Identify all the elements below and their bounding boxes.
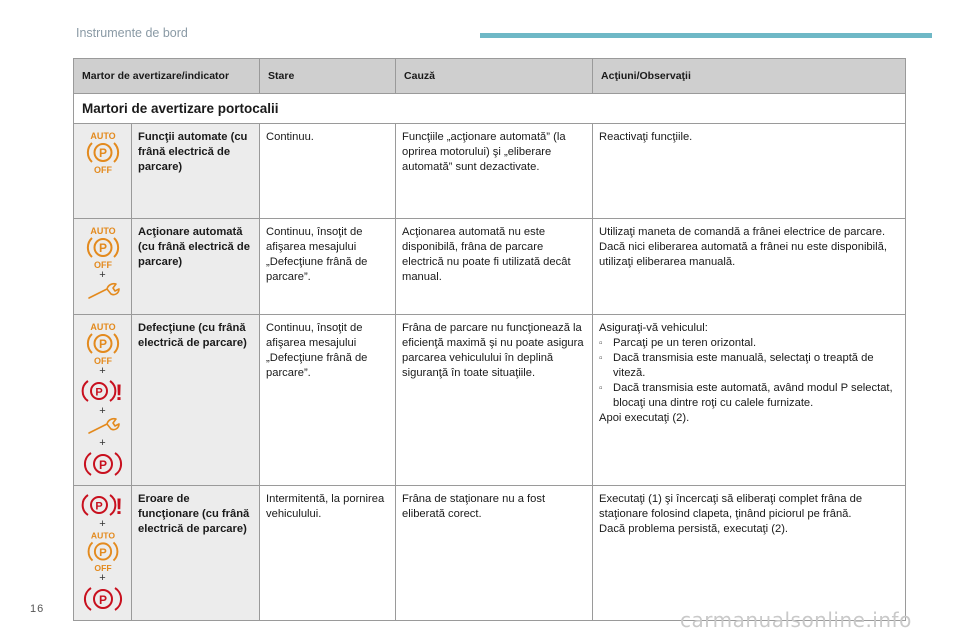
svg-text:P: P: [94, 386, 103, 399]
table-row: [74, 315, 906, 486]
list-item: ▫ Dacă transmisia este manuală, selectaţi o treaptă de viteză.: [599, 351, 899, 381]
off-label: OFF: [93, 165, 112, 174]
cause-cell: Frâna de staţionare nu a fost eliberată corect.: [396, 486, 593, 621]
plus-sign: +: [99, 405, 106, 417]
column-header-actions: Acţiuni/Observaţii: [593, 59, 906, 94]
auto-park-brake-off-icon: [83, 530, 123, 572]
action-line: Executaţi (1) şi încercaţi să eliberaţi complet frâna de staţionare folosind clapeta, ţinând piciorul pe frână.: [599, 493, 863, 520]
svg-text:AUTO: AUTO: [89, 322, 116, 332]
indicator-name: Defecţiune (cu frână electrică de parcare): [132, 315, 260, 486]
section-title: Martori de avertizare portocalii: [74, 94, 906, 124]
indicator-icons: [74, 315, 132, 486]
svg-text:!: !: [114, 494, 123, 518]
action-cell: [593, 124, 906, 219]
park-brake-fault-icon: [81, 492, 125, 518]
svg-text:P: P: [98, 337, 107, 351]
column-header-indicator: Martor de avertizare/indicator: [74, 59, 260, 94]
svg-text:AUTO: AUTO: [90, 530, 115, 541]
section-row: [74, 94, 906, 124]
plus-sign: +: [99, 572, 106, 584]
column-header-cause: Cauză: [396, 59, 593, 94]
svg-text:P: P: [98, 458, 107, 472]
svg-text:P: P: [94, 500, 103, 513]
page-header-title: Instrumente de bord: [76, 26, 188, 40]
plus-sign: +: [99, 365, 106, 377]
table-row: [74, 124, 906, 219]
wrench-icon: [83, 417, 123, 437]
svg-text:OFF: OFF: [93, 356, 112, 365]
indicator-name: Eroare de funcţionare (cu frână electrică de parcare): [132, 486, 260, 621]
indicator-icons: [74, 219, 132, 315]
action-line: Reactivaţi funcţiile.: [599, 131, 693, 143]
state-cell: Continuu, însoţit de afişarea mesajului „Defecţiune frână de parcare”.: [260, 219, 396, 315]
action-line: Dacă problema persistă, executaţi (2).: [599, 523, 789, 535]
action-cell: [593, 219, 906, 315]
svg-text:!: !: [114, 380, 123, 405]
auto-park-brake-off-icon: [83, 130, 123, 174]
indicator-name: Acţionare automată (cu frână electrică de parcare): [132, 219, 260, 315]
warning-lights-table: [73, 58, 906, 621]
table-header-row: [74, 59, 906, 94]
park-brake-fault-icon: [81, 377, 125, 405]
svg-text:AUTO: AUTO: [89, 226, 116, 236]
watermark: carmanualsonline.info: [680, 608, 912, 632]
table-row: [74, 486, 906, 621]
svg-text:P: P: [98, 546, 107, 559]
table-row: [74, 219, 906, 315]
wrench-icon: [83, 281, 123, 303]
cause-cell: Funcţiile „acţionare automată” (la oprirea motorului) şi „eliberare automată” sunt dezactivate.: [396, 124, 593, 219]
indicator-icons: [74, 486, 132, 621]
cause-cell: Acţionarea automată nu este disponibilă, frâna de parcare electrică nu poate fi utilizată decât manual.: [396, 219, 593, 315]
park-brake-red-icon: [83, 449, 123, 479]
list-item: ▫ Dacă transmisia este automată, având modul P selectat, blocaţi una dintre roţi cu calele furnizate.: [599, 381, 899, 411]
cause-cell: Frâna de parcare nu funcţionează la eficienţă maximă şi nu poate asigura parcarea vehiculului în deplină siguranţă în toate situaţiile.: [396, 315, 593, 486]
list-item: ▫ Parcaţi pe un teren orizontal.: [599, 336, 899, 351]
action-intro: Asiguraţi-vă vehiculul:: [599, 322, 708, 334]
action-line: Utilizaţi maneta de comandă a frânei electrice de parcare.: [599, 226, 886, 238]
column-header-state: Stare: [260, 59, 396, 94]
indicator-name: Funcţii automate (cu frână electrică de parcare): [132, 124, 260, 219]
action-line: Dacă nici eliberarea automată a frânei nu este disponibilă, utilizaţi eliberarea manuală.: [599, 241, 887, 268]
plus-sign: +: [99, 269, 106, 281]
svg-text:OFF: OFF: [93, 260, 112, 269]
park-brake-red-icon: [83, 584, 123, 614]
state-cell: Intermitentă, la pornirea vehiculului.: [260, 486, 396, 621]
state-cell: Continuu.: [260, 124, 396, 219]
action-cell: [593, 486, 906, 621]
action-cell: [593, 315, 906, 486]
header-accent-bar: [480, 33, 932, 38]
action-bullets: [599, 336, 899, 411]
auto-park-brake-off-icon: [83, 225, 123, 269]
page-number: 16: [30, 603, 45, 615]
state-cell: Continuu, însoţit de afişarea mesajului „Defecţiune frână de parcare”.: [260, 315, 396, 486]
action-outro: Apoi executaţi (2).: [599, 412, 690, 424]
p-label: P: [98, 146, 107, 160]
svg-text:OFF: OFF: [93, 563, 112, 572]
plus-sign: +: [99, 518, 106, 530]
plus-sign: +: [99, 437, 106, 449]
svg-text:P: P: [98, 593, 107, 607]
svg-text:P: P: [98, 241, 107, 255]
auto-label: AUTO: [89, 131, 116, 141]
auto-park-brake-off-icon: [83, 321, 123, 365]
indicator-icons: [74, 124, 132, 219]
